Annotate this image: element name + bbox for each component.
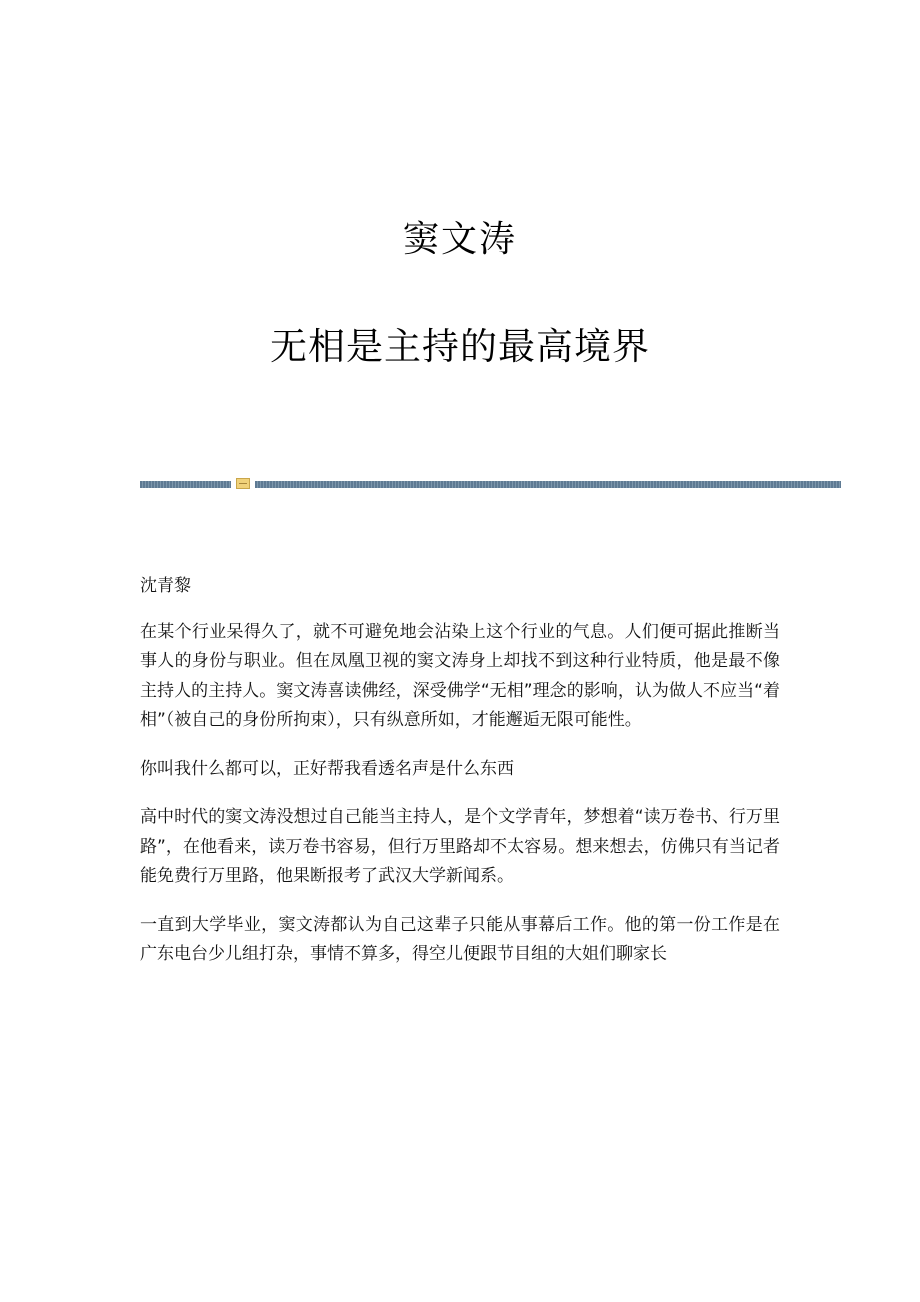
section-heading: 你叫我什么都可以，正好帮我看透名声是什么东西	[140, 758, 514, 779]
divider-bar-left	[140, 481, 231, 488]
document-title: 窦文涛	[402, 219, 517, 260]
paragraph-intro: 在某个行业呆得久了，就不可避免地会沾染上这个行业的气息。人们便可据此推断当事人的身份与职业。但在凤凰卫视的窦文涛身上却找不到这种行业特质，他是最不像主持人的主持人。窦文涛喜读佛经，深受佛学“无相”理念的影响，认为做人不应当“着相”（被自己的身份所拘束），只有纵意所如，才能邂逅无限可能性。	[140, 621, 780, 730]
divider-bar-right	[255, 481, 841, 488]
article-body	[140, 572, 780, 989]
author-name: 沈青黎	[140, 576, 191, 596]
divider-ornament-icon	[236, 478, 250, 489]
paragraph-high-school: 高中时代的窦文涛没想过自己能当主持人，是个文学青年，梦想着“读万卷书、行万里路”，在他看来，读万卷书容易，但行万里路却不太容易。想来想去，仿佛只有当记者能免费行万里路，他果断报考了武汉大学新闻系。	[140, 807, 780, 886]
document-subtitle: 无相是主持的最高境界	[270, 325, 650, 368]
title-divider	[140, 478, 841, 490]
paragraph-first-job: 一直到大学毕业，窦文涛都认为自己这辈子只能从事幕后工作。他的第一份工作是在广东电台少儿组打杂，事情不算多，得空儿便跟节目组的大姐们聊家长	[140, 914, 780, 964]
